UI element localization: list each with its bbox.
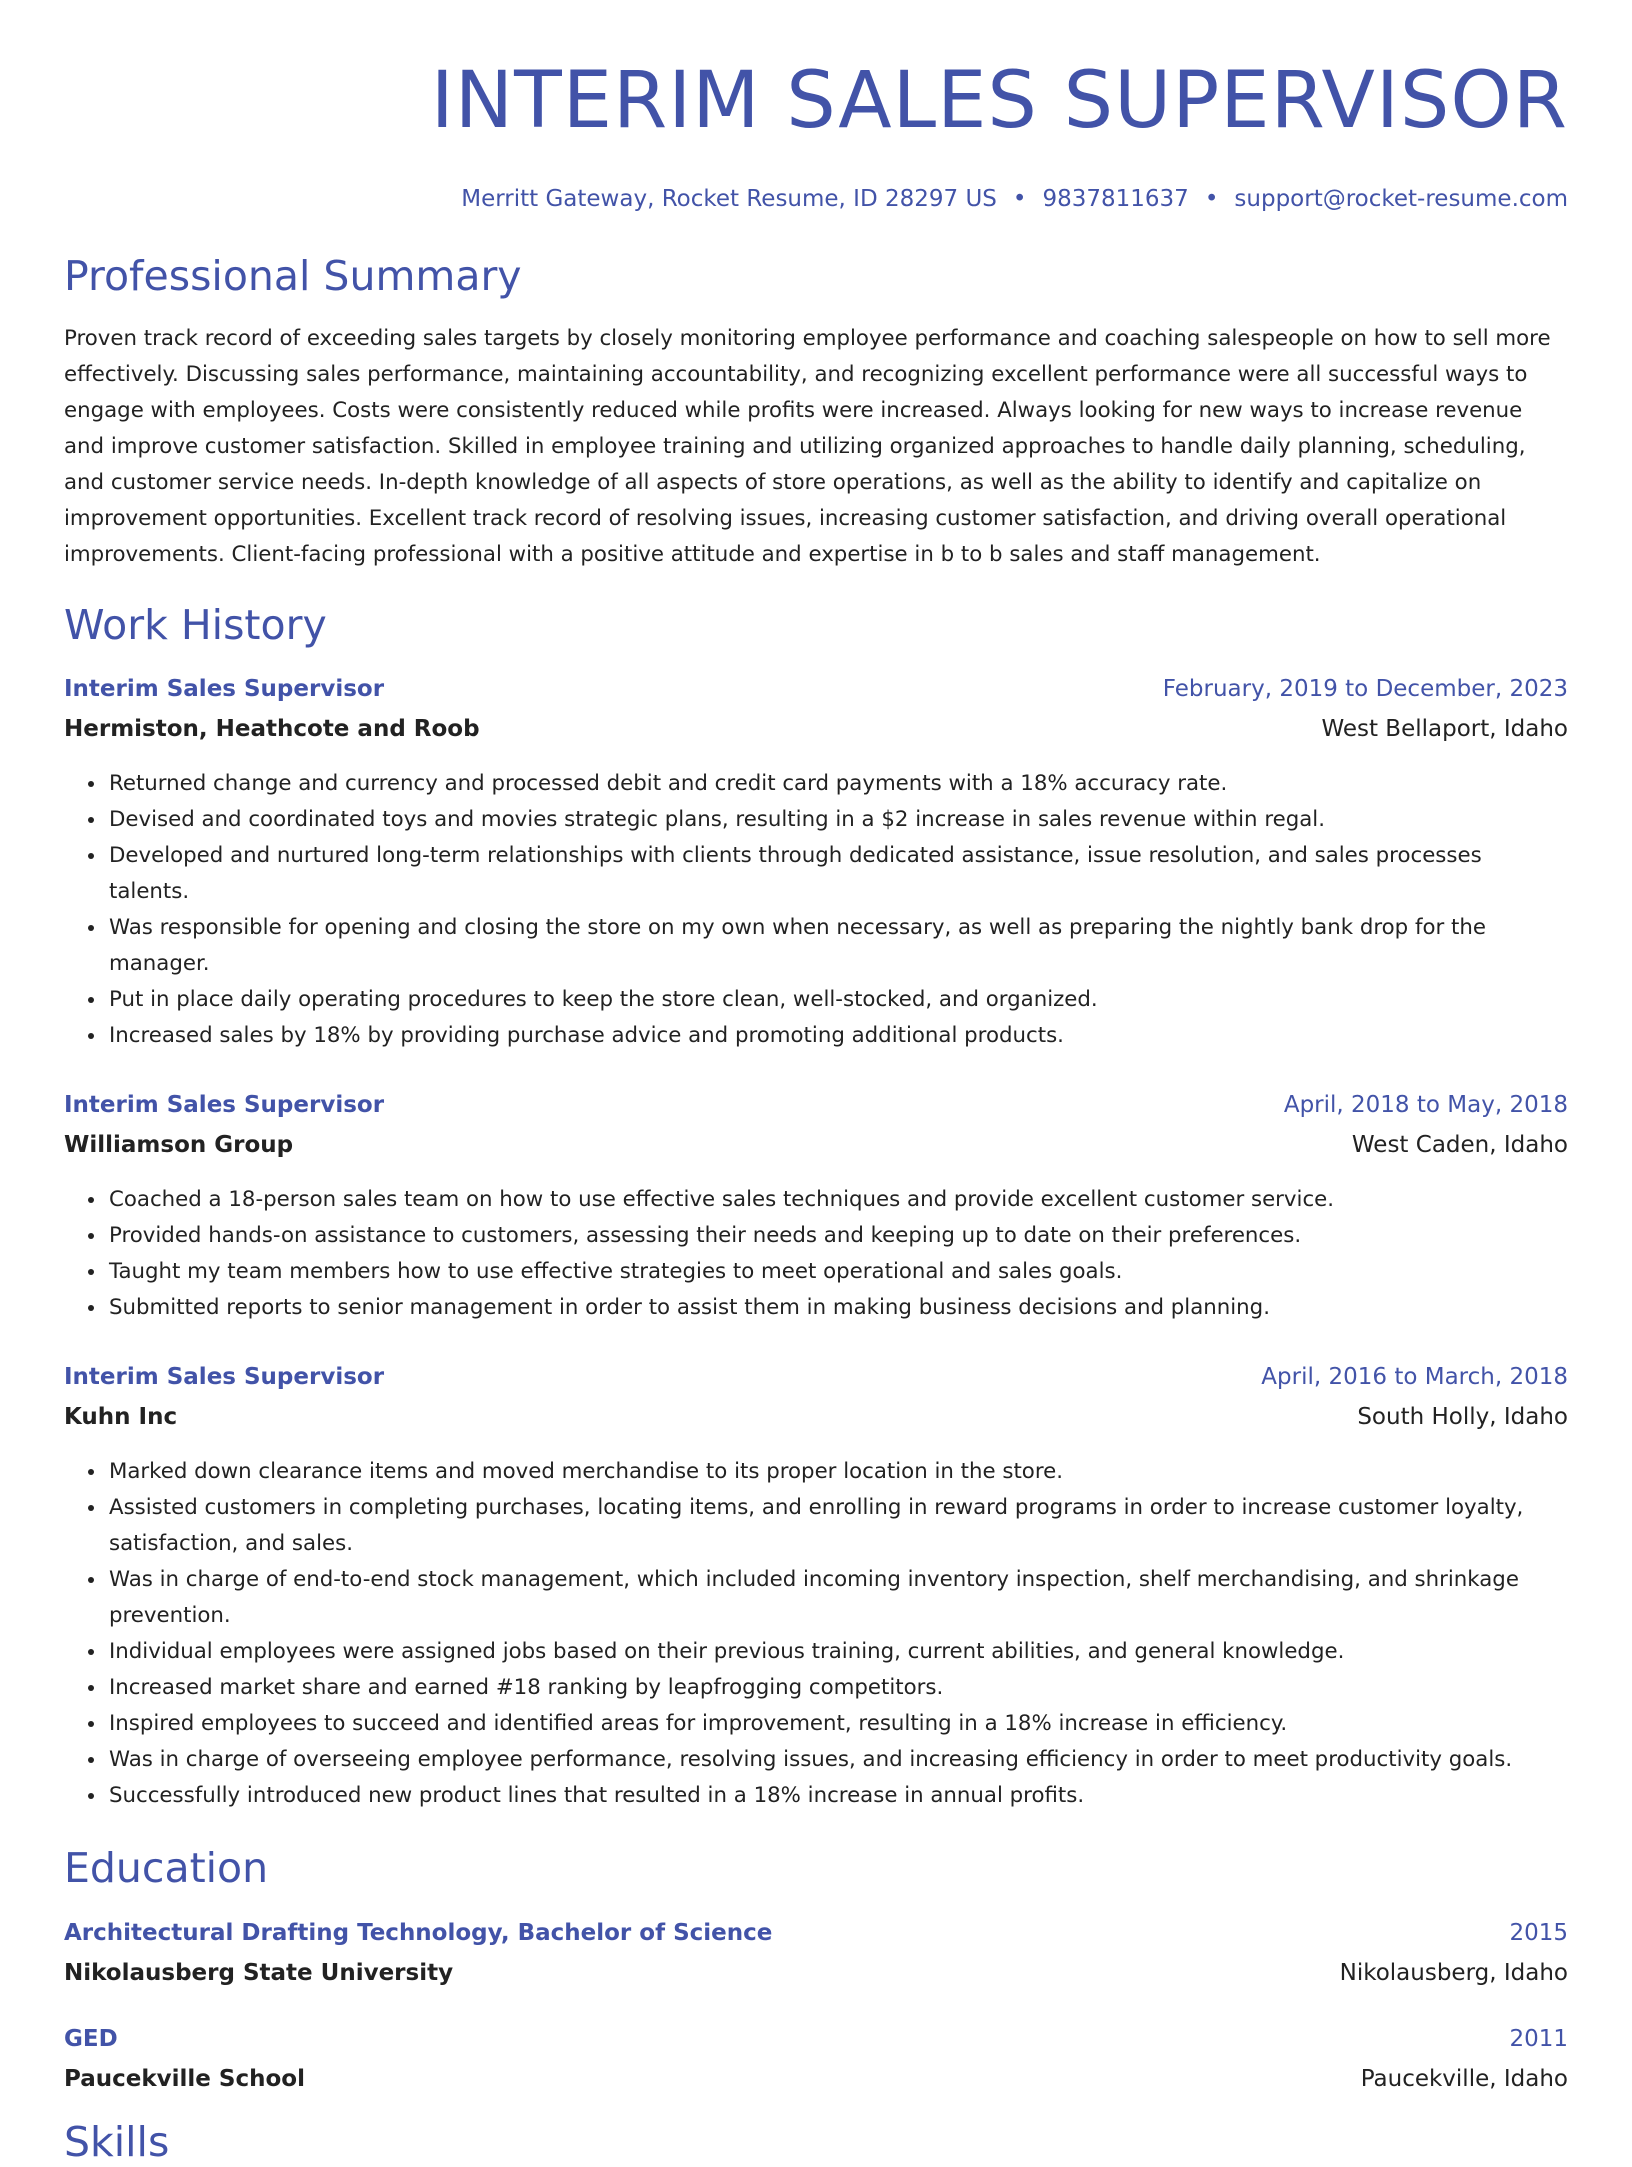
job-header-row <box>64 1364 1568 1390</box>
bullet-item: • Returned change and currency and processed debit and credit card payments with a 18% accuracy rate. <box>107 766 1568 802</box>
job-company-row <box>64 1132 1568 1158</box>
section-title-summary: Professional Summary <box>64 252 522 300</box>
graduation-year: 2011 <box>1509 2025 1568 2052</box>
contact-address: Merritt Gateway, Rocket Resume, ID 28297 US <box>461 186 997 212</box>
bullet-item: • Developed and nurtured long-term relationships with clients through dedicated assistance, issue resolution, and sales processes talents. <box>107 838 1568 910</box>
job-dates: February, 2019 to December, 2023 <box>1162 676 1568 703</box>
graduation-year: 2015 <box>1509 1919 1568 1946</box>
bullet-item: • Assisted customers in completing purchases, locating items, and enrolling in reward programs in order to increase customer loyalty, satisfaction, and sales. <box>107 1490 1568 1562</box>
school-name: Paucekville School <box>64 2065 305 2092</box>
bullet-item: • Individual employees were assigned jobs based on their previous training, current abilities, and general knowledge. <box>107 1634 1568 1670</box>
job-header-row <box>64 676 1568 702</box>
degree: GED <box>64 2025 118 2052</box>
job-entry <box>64 676 1568 1054</box>
job-title: Interim Sales Supervisor <box>64 1364 385 1391</box>
job-entry <box>64 1364 1568 1814</box>
job-bullets <box>64 1182 1568 1326</box>
bullet-item: • Taught my team members how to use effective strategies to meet operational and sales goals. <box>107 1254 1568 1290</box>
bullet-item: • Increased market share and earned #18 ranking by leapfrogging competitors. <box>107 1670 1568 1706</box>
bullet-item: • Was in charge of overseeing employee performance, resolving issues, and increasing efficiency in order to meet productivity goals. <box>107 1742 1568 1778</box>
bullet-item: • Provided hands-on assistance to customers, assessing their needs and keeping up to date on their preferences. <box>107 1218 1568 1254</box>
job-bullets <box>64 766 1568 1054</box>
section-title-work-history: Work History <box>64 601 327 650</box>
job-title: Interim Sales Supervisor <box>64 676 385 703</box>
job-location: West Caden, Idaho <box>1351 1132 1568 1159</box>
skills-section <box>64 2118 1568 2167</box>
bullet-item: • Inspired employees to succeed and identified areas for improvement, resulting in a 18% increase in efficiency. <box>107 1706 1568 1742</box>
school-location: Paucekville, Idaho <box>1360 2065 1568 2092</box>
job-title: Interim Sales Supervisor <box>64 1092 385 1119</box>
job-entry <box>64 1092 1568 1326</box>
bullet-item: • Successfully introduced new product lines that resulted in a 18% increase in annual profits. <box>107 1778 1568 1814</box>
job-location: West Bellaport, Idaho <box>1321 716 1568 743</box>
education-header-row <box>64 1920 1568 1946</box>
job-dates: April, 2016 to March, 2018 <box>1261 1364 1568 1391</box>
education-school-row <box>64 2066 1568 2092</box>
bullet-item: • Was responsible for opening and closing the store on my own when necessary, as well as preparing the nightly bank drop for the manager. <box>107 910 1568 982</box>
education-entry <box>64 2026 1568 2092</box>
bullet-item: • Submitted reports to senior management in order to assist them in making business decisions and planning. <box>107 1290 1568 1326</box>
contact-line <box>64 186 1568 212</box>
bullet-item: • Put in place daily operating procedures to keep the store clean, well-stocked, and organized. <box>107 982 1568 1018</box>
summary-section <box>64 252 1568 573</box>
job-location: South Holly, Idaho <box>1357 1404 1568 1431</box>
job-dates: April, 2018 to May, 2018 <box>1283 1092 1568 1119</box>
section-title-skills: Skills <box>64 2117 170 2166</box>
contact-email: support@rocket-resume.com <box>1234 186 1568 212</box>
school-name: Nikolausberg State University <box>64 1959 454 1986</box>
resume-name: INTERIM SALES SUPERVISOR <box>430 56 1568 146</box>
bullet-item: • Increased sales by 18% by providing purchase advice and promoting additional products. <box>107 1018 1568 1054</box>
separator-dot: • <box>1012 186 1027 212</box>
bullet-item: • Marked down clearance items and moved merchandise to its proper location in the store. <box>107 1454 1568 1490</box>
education-header-row <box>64 2026 1568 2052</box>
education-section <box>64 1844 1568 2091</box>
job-bullets <box>64 1454 1568 1814</box>
job-company: Kuhn Inc <box>64 1404 178 1431</box>
resume-page <box>64 0 1568 2167</box>
education-entry <box>64 1920 1568 1986</box>
job-company: Hermiston, Heathcote and Roob <box>64 716 480 743</box>
bullet-item: • Was in charge of end-to-end stock management, which included incoming inventory inspection, shelf merchandising, and shrinkage prevention. <box>107 1562 1568 1634</box>
job-company: Williamson Group <box>64 1132 294 1159</box>
job-company-row <box>64 1404 1568 1430</box>
degree: Architectural Drafting Technology, Bachelor of Science <box>64 1919 773 1946</box>
bullet-item: • Devised and coordinated toys and movies strategic plans, resulting in a $2 increase in sales revenue within regal. <box>107 802 1568 838</box>
separator-dot: • <box>1204 186 1219 212</box>
work-history-section <box>64 601 1568 1814</box>
education-school-row <box>64 1960 1568 1986</box>
section-title-education: Education <box>64 1844 269 1893</box>
summary-text: Proven track record of exceeding sales targets by closely monitoring employee performance and coaching salespeople on how to sell more effectively. Discussing sales performance, maintaining accountability, and recognizing excellent performance were all successful ways to engage with employees. Costs were consistently reduced while profits were increased. Always looking for new ways to increase revenue and improve customer satisfaction. Skilled in employee training and utilizing organized approaches to handle daily planning, scheduling, and customer service needs. In-depth knowledge of all aspects of store operations, as well as the ability to identify and capitalize on improvement opportunities. Excellent track record of resolving issues, increasing customer satisfaction, and driving overall operational improvements. Client-facing professional with a positive attitude and expertise in b to b sales and staff management. <box>64 326 1551 568</box>
contact-phone: 9837811637 <box>1042 186 1189 212</box>
job-company-row <box>64 716 1568 742</box>
job-header-row <box>64 1092 1568 1118</box>
school-location: Nikolausberg, Idaho <box>1339 1959 1568 1986</box>
bullet-item: • Coached a 18-person sales team on how to use effective sales techniques and provide excellent customer service. <box>107 1182 1568 1218</box>
